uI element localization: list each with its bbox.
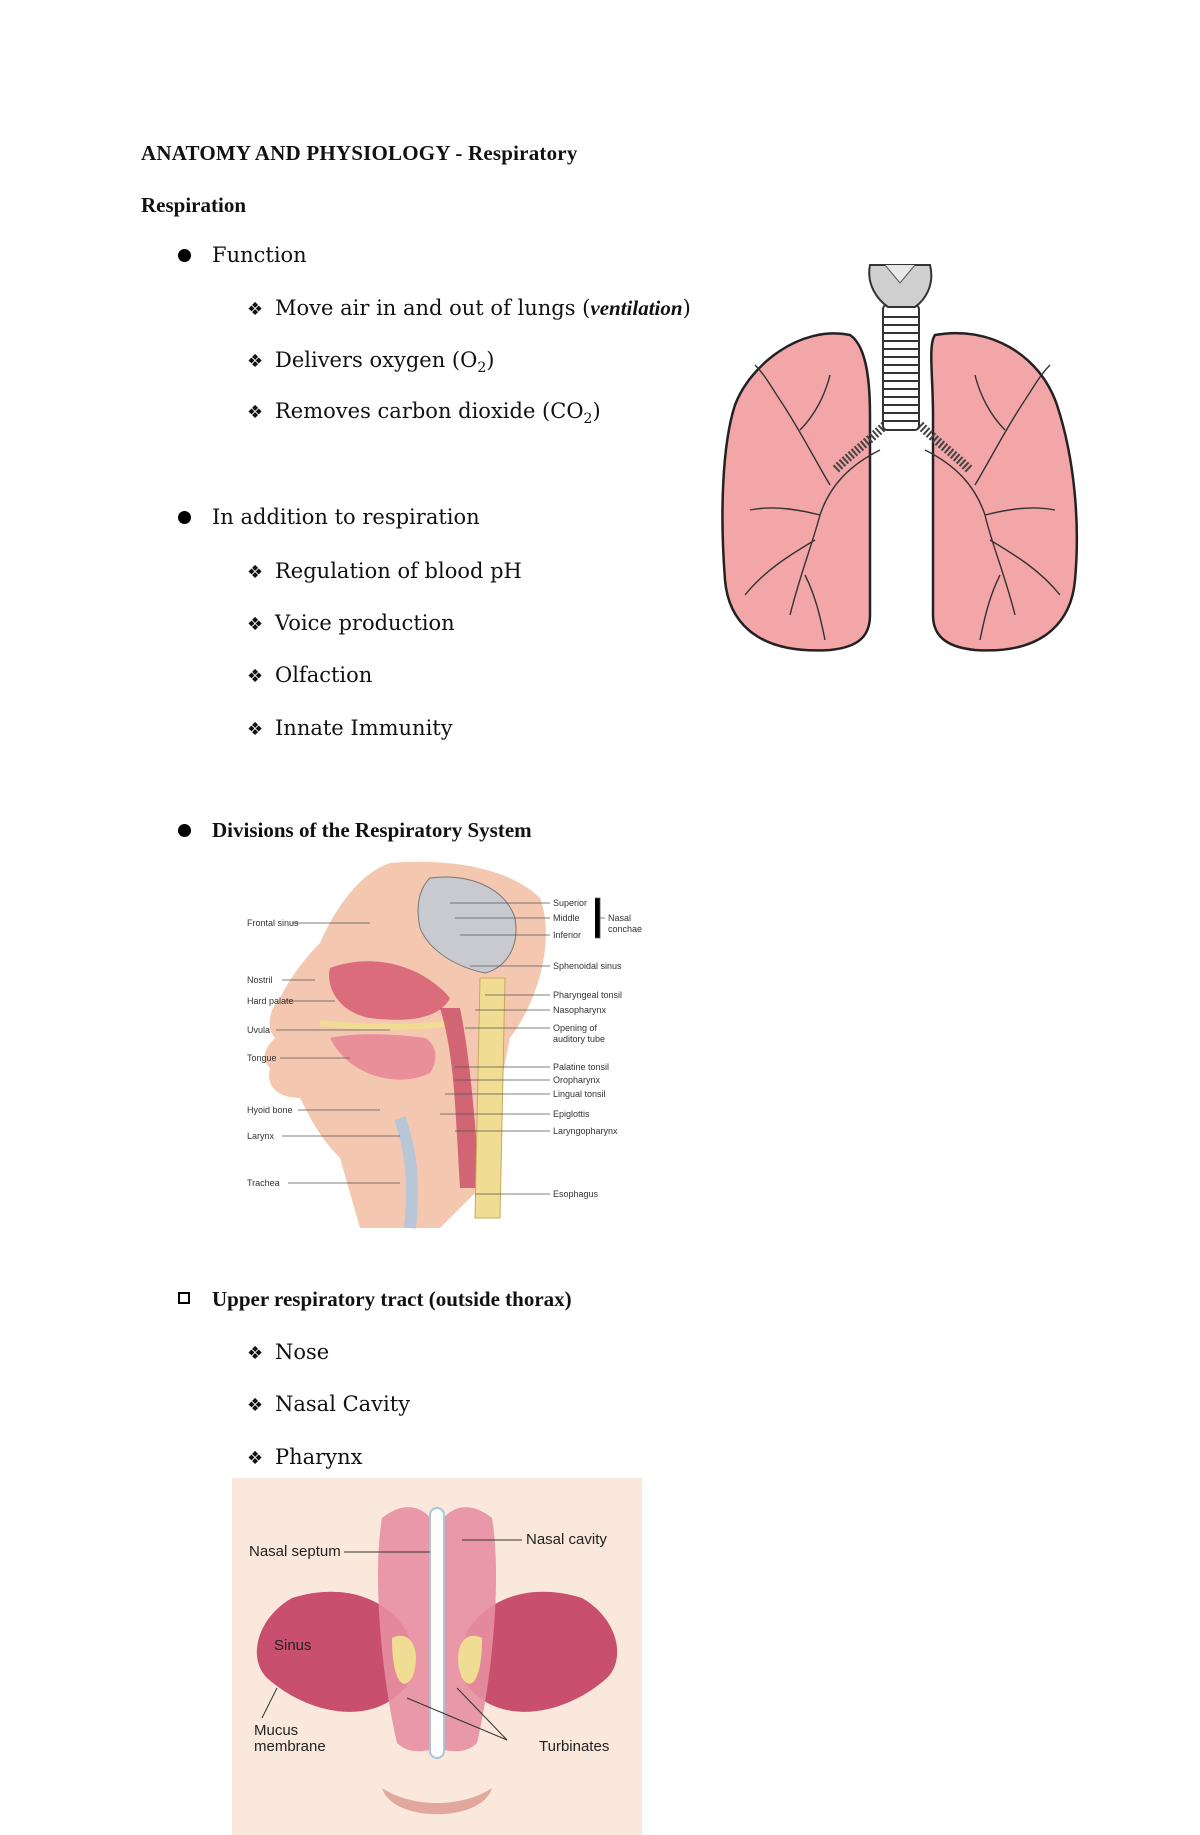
right-lung xyxy=(931,333,1077,650)
svg-text:Palatine tonsil: Palatine tonsil xyxy=(553,1062,610,1072)
page-title: ANATOMY AND PHYSIOLOGY - Respiratory xyxy=(141,141,578,165)
svg-text:Nasal cavity: Nasal cavity xyxy=(526,1531,607,1548)
bullet-upper-tract: Upper respiratory tract (outside thorax) xyxy=(178,1287,572,1312)
head-labels-right xyxy=(553,898,642,1199)
checkbox-square-icon xyxy=(178,1292,190,1304)
diamond-bullet-icon: ❖ xyxy=(247,1343,264,1364)
list-item: ❖ Delivers oxygen $(O_2)$ xyxy=(247,348,495,377)
svg-text:membrane: membrane xyxy=(254,1738,326,1755)
spine xyxy=(475,978,505,1218)
ventilation-term: ventilation xyxy=(590,296,683,320)
bullet-dot-icon xyxy=(178,249,191,262)
svg-text:Uvula: Uvula xyxy=(247,1025,271,1035)
diamond-bullet-icon: ❖ xyxy=(247,351,264,372)
section-heading: Respiration xyxy=(141,193,246,217)
svg-text:Hyoid bone: Hyoid bone xyxy=(247,1105,293,1115)
diamond-bullet-icon: ❖ xyxy=(247,719,264,740)
svg-text:Hard palate: Hard palate xyxy=(247,996,294,1006)
svg-text:Pharyngeal tonsil: Pharyngeal tonsil xyxy=(553,990,623,1000)
nasal-septum xyxy=(430,1508,444,1758)
diamond-bullet-icon: ❖ xyxy=(247,299,264,320)
svg-text:Mucus: Mucus xyxy=(254,1722,299,1739)
svg-text:Lingual tonsil: Lingual tonsil xyxy=(553,1089,606,1099)
list-item: ❖ Olfaction xyxy=(247,663,373,687)
left-lung xyxy=(722,333,870,650)
svg-text:Tongue: Tongue xyxy=(247,1053,277,1063)
svg-text:Sphenoidal sinus: Sphenoidal sinus xyxy=(553,961,622,971)
trachea xyxy=(883,305,919,430)
svg-text:conchae: conchae xyxy=(608,924,643,934)
svg-text:Trachea: Trachea xyxy=(247,1178,280,1188)
bullet-function xyxy=(178,243,307,267)
svg-text:Oropharynx: Oropharynx xyxy=(553,1075,601,1085)
diamond-bullet-icon: ❖ xyxy=(247,666,264,687)
diamond-bullet-icon: ❖ xyxy=(247,562,264,583)
svg-text:Frontal sinus: Frontal sinus xyxy=(247,918,299,928)
list-item: ❖ Move air in and out of lungs (ventilation) xyxy=(247,296,691,320)
list-item: ❖ Pharynx xyxy=(247,1445,363,1469)
list-item: ❖ Regulation of blood pH xyxy=(247,559,522,583)
svg-text:auditory tube: auditory tube xyxy=(553,1034,606,1044)
svg-text:Inferior: Inferior xyxy=(553,930,582,940)
function-label: Function xyxy=(212,243,307,267)
lungs-illustration xyxy=(720,255,1080,660)
list-item: ❖ Removes carbon dioxide $(CO_2)$ xyxy=(247,399,601,428)
list-item: ❖ Voice production xyxy=(247,611,455,635)
svg-text:Superior: Superior xyxy=(553,898,588,908)
list-item: ❖ Nose xyxy=(247,1340,330,1364)
bullet-dot-icon xyxy=(178,511,191,524)
bullet-dot-icon xyxy=(178,824,191,837)
diamond-bullet-icon: ❖ xyxy=(247,402,264,423)
svg-text:Epiglottis: Epiglottis xyxy=(553,1109,590,1119)
diamond-bullet-icon: ❖ xyxy=(247,1448,264,1469)
bullet-divisions: Divisions of the Respiratory System xyxy=(178,818,532,843)
svg-text:Nasopharynx: Nasopharynx xyxy=(553,1005,607,1015)
svg-text:Nostril: Nostril xyxy=(247,975,273,985)
svg-text:Opening of: Opening of xyxy=(553,1023,598,1033)
list-item: ❖ Innate Immunity xyxy=(247,716,453,740)
svg-text:Middle: Middle xyxy=(553,913,580,923)
svg-text:Nasal septum: Nasal septum xyxy=(249,1543,341,1560)
head-sagittal-diagram xyxy=(240,858,660,1233)
svg-text:Sinus: Sinus xyxy=(274,1637,312,1654)
nose-cross-section-diagram xyxy=(232,1478,642,1835)
svg-text:Turbinates: Turbinates xyxy=(539,1738,610,1755)
diamond-bullet-icon: ❖ xyxy=(247,614,264,635)
svg-text:Nasal: Nasal xyxy=(608,913,632,923)
svg-text:Laryngopharynx: Laryngopharynx xyxy=(553,1126,618,1136)
diamond-bullet-icon: ❖ xyxy=(247,1395,264,1416)
list-item: ❖ Nasal Cavity xyxy=(247,1392,411,1416)
svg-text:Esophagus: Esophagus xyxy=(553,1189,599,1199)
bullet-addition: In addition to respiration xyxy=(178,505,480,529)
svg-text:Larynx: Larynx xyxy=(247,1131,275,1141)
